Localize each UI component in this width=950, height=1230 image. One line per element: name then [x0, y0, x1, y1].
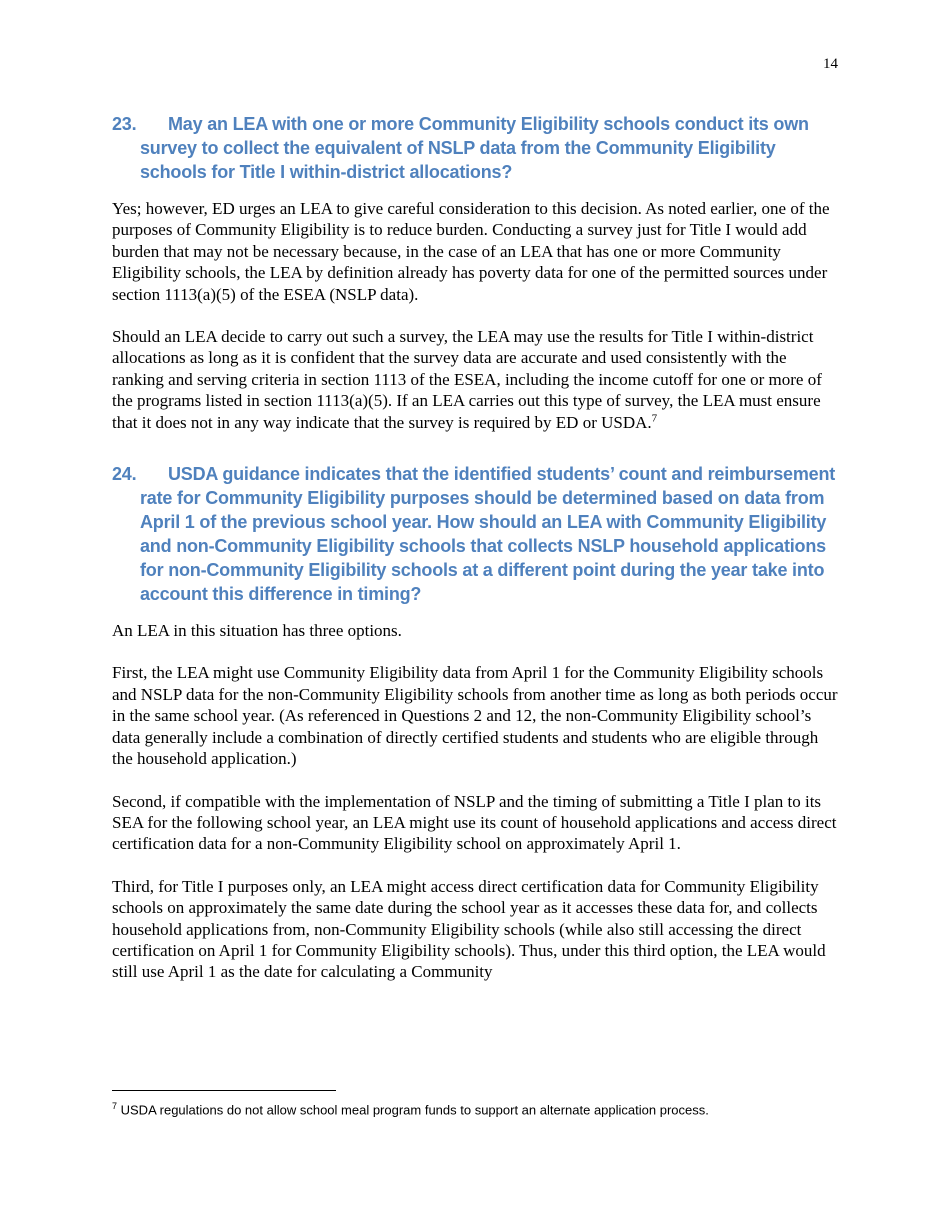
footnote-marker: 7 — [112, 1101, 118, 1111]
q23-answer-paragraph-2-text: Should an LEA decide to carry out such a survey, the LEA may use the results for Title I within-district allocations as long as it is confident that the survey data are accurate and used consistently with the ranking and serving criteria in section 1113 of the ESEA, including the income cutoff for one or more of the programs listed in section 1113(a)(5). If an LEA carries out this type of survey, the LEA must ensure that it does not in any way indicate that the survey is required by ED or USDA. — [112, 327, 822, 432]
question-23-text: May an LEA with one or more Community Eligibility schools conduct its own survey to collect the equivalent of NSLP data from the Community Eligibility schools for Title I within-district allocations? — [140, 114, 809, 182]
question-24-number: 24. — [112, 464, 137, 485]
q24-answer-paragraph-1: An LEA in this situation has three options. — [112, 621, 402, 641]
footnote-text: USDA regulations do not allow school meal program funds to support an alternate application process. — [117, 1102, 709, 1118]
footnote-reference-7: 7 — [651, 412, 658, 424]
page-number: 14 — [823, 56, 838, 72]
document-body — [112, 112, 840, 1004]
footnote-divider — [112, 1090, 336, 1091]
question-23-number: 23. — [112, 114, 137, 134]
q23-answer-paragraph-1: Yes; however, ED urges an LEA to give careful consideration to this decision. As noted earlier, one of the purposes of Community Eligibility is to reduce burden. Conducting a survey just for Title I would add burden that may not be necessary because, in the case of an LEA that has one or more Community Eligibility schools, the LEA by definition already has poverty data for one of the permitted sources under section 1113(a)(5) of the ESEA (NSLP data). — [112, 199, 830, 304]
q24-answer-paragraph-4: Third, for Title I purposes only, an LEA might access direct certification data for Community Eligibility schools on approximately the same date during the school year as it accesses these data for, and collects household applications from, non-Community Eligibility schools (while also still accessing the direct certification on April 1 for Community Eligibility schools). Thus, under this third option, the LEA would still use April 1 as the date for calculating a Community — [112, 876, 826, 982]
q24-answer-paragraph-3: Second, if compatible with the implementation of NSLP and the timing of submitting a Title I plan to its SEA for the following school year, an LEA might use its count of household applications and access direct certification data for a non-Community Eligibility school on approximately April 1. — [112, 791, 837, 854]
question-24-heading — [112, 462, 840, 606]
footnote-7 — [112, 1097, 840, 1119]
q24-answer-paragraph-2: First, the LEA might use Community Eligibility data from April 1 for the Community Eligibility schools and NSLP data for the non-Community Eligibility schools from another time as long as both periods occur in the same school year. (As referenced in Questions 2 and 12, the non-Community Eligibility school’s data generally include a combination of directly certified students and students who are eligible through the household application.) — [112, 663, 838, 769]
question-23-heading — [112, 112, 840, 184]
question-24-text: USDA guidance indicates that the identified students’ count and reimbursement rate for Community Eligibility purposes should be determined based on data from April 1 of the previous school year. How should an LEA with Community Eligibility and non-Community Eligibility schools that collects NSLP household applications for non-Community Eligibility schools at a different point during the year take into account this difference in timing? — [140, 464, 836, 605]
q23-answer-paragraph-2 — [112, 326, 840, 433]
